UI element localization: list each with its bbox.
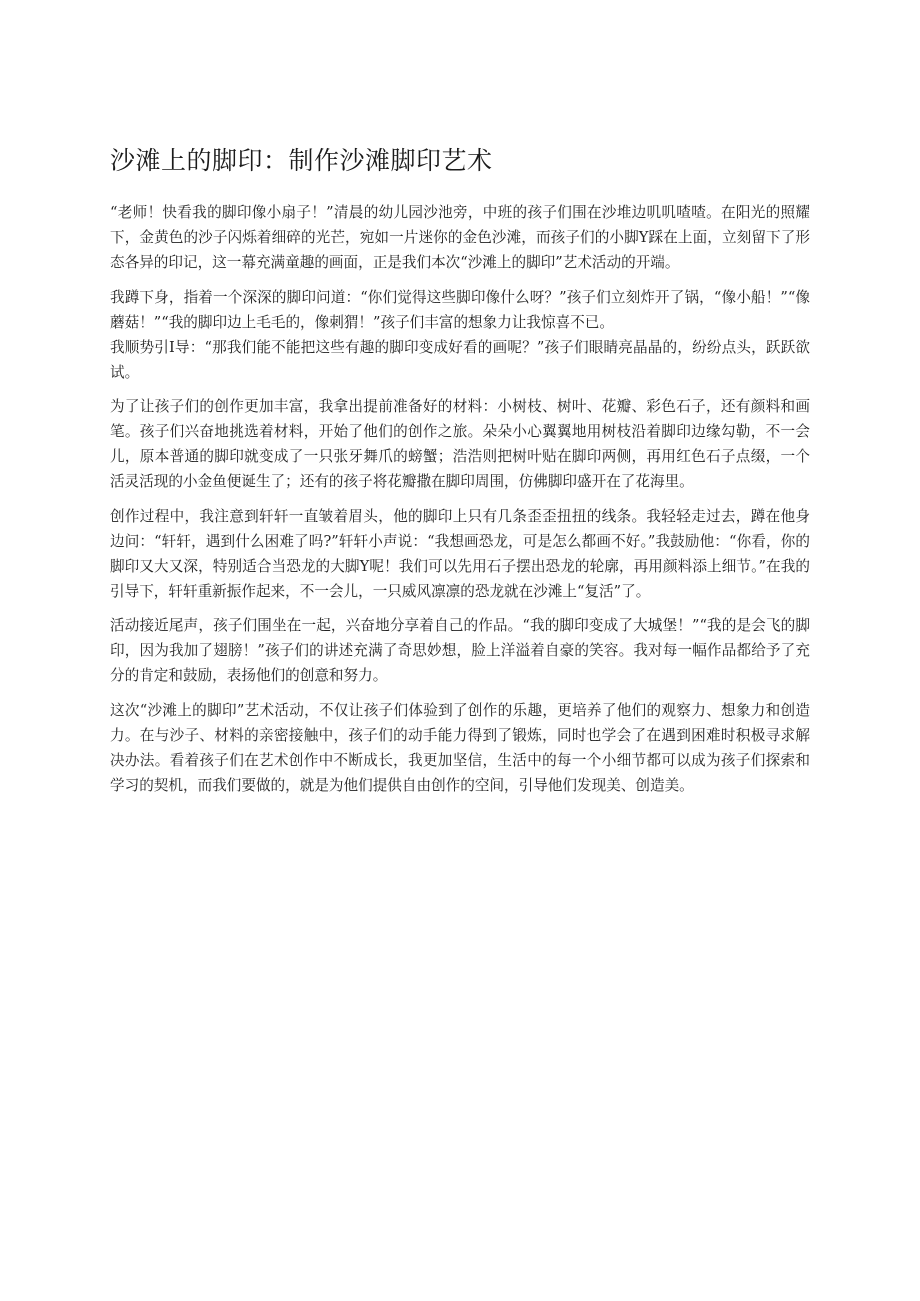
paragraph-sharing: 活动接近尾声，孩子们围坐在一起，兴奋地分享着自己的作品。“我的脚印变成了大城堡！”“我的是会飞的脚印，因为我加了翅膀！”孩子们的讲述充满了奇思妙想，脸上洋溢着自豪的笑容。我对每一幅作品都给予了充分的肯定和鼓励，表扬他们的创意和努力。 (110, 617, 810, 684)
document-title: 沙滩上的脚印：制作沙滩脚印艺术 (110, 146, 493, 175)
paragraph-opening: “老师！快看我的脚印像小扇子！”清晨的幼儿园沙池旁，中班的孩子们围在沙堆边叽叽喳喳。在阳光的照耀下，金黄色的沙子闪烁着细碎的光芒，宛如一片迷你的金色沙滩，而孩子们的小脚Y踩在上面，立刻留下了形态各异的印记，这一幕充满童趣的画面，正是我们本次“沙滩上的脚印”艺术活动的开端。 (110, 204, 810, 271)
paragraph-conclusion: 这次“沙滩上的脚印”艺术活动，不仅让孩子们体验到了创作的乐趣，更培养了他们的观察力、想象力和创造力。在与沙子、材料的亲密接触中，孩子们的动手能力得到了锻炼，同时也学会了在遇到困难时积极寻求解决办法。看着孩子们在艺术创作中不断成长，我更加坚信，生活中的每一个小细节都可以成为孩子们探索和学习的契机，而我们要做的，就是为他们提供自由创作的空间，引导他们发现美、创造美。 (110, 701, 810, 794)
paragraph-question: 我蹲下身，指着一个深深的脚印问道：“你们觉得这些脚印像什么呀？”孩子们立刻炸开了锅，“像小船！”“像蘑菇！”“我的脚印边上毛毛的，像刺猬！”孩子们丰富的想象力让我惊喜不已。 (110, 288, 810, 331)
paragraph-process: 创作过程中，我注意到轩轩一直皱着眉头，他的脚印上只有几条歪歪扭扭的线条。我轻轻走过去，蹲在他身边问：“轩轩，遇到什么困难了吗?”轩轩小声说：“我想画恐龙，可是怎么都画不好。”我鼓励他：“你看，你的脚印又大又深，特别适合当恐龙的大脚Y呢！我们可以先用石子摆出恐龙的轮廓，再用颜料添上细节。”在我的引导下，轩轩重新振作起来，不一会儿，一只威风凛凛的恐龙就在沙滩上“复活”了。 (110, 507, 810, 600)
paragraph-materials: 为了让孩子们的创作更加丰富，我拿出提前准备好的材料：小树枝、树叶、花瓣、彩色石子，还有颜料和画笔。孩子们兴奋地挑选着材料，开始了他们的创作之旅。朵朵小心翼翼地用树枝沿着脚印边缘勾勒，不一会儿，原本普通的脚印就变成了一只张牙舞爪的螃蟹；浩浩则把树叶贴在脚印两侧，再用红色石子点缀，一个活灵活现的小金鱼便诞生了；还有的孩子将花瓣撒在脚印周围，仿佛脚印盛开在了花海里。 (110, 398, 810, 490)
document-body (110, 200, 810, 807)
paragraph-guidance: 我顺势引I导：“那我们能不能把这些有趣的脚印变成好看的画呢？”孩子们眼睛亮晶晶的，纷纷点头，跃跃欲试。 (110, 338, 810, 381)
